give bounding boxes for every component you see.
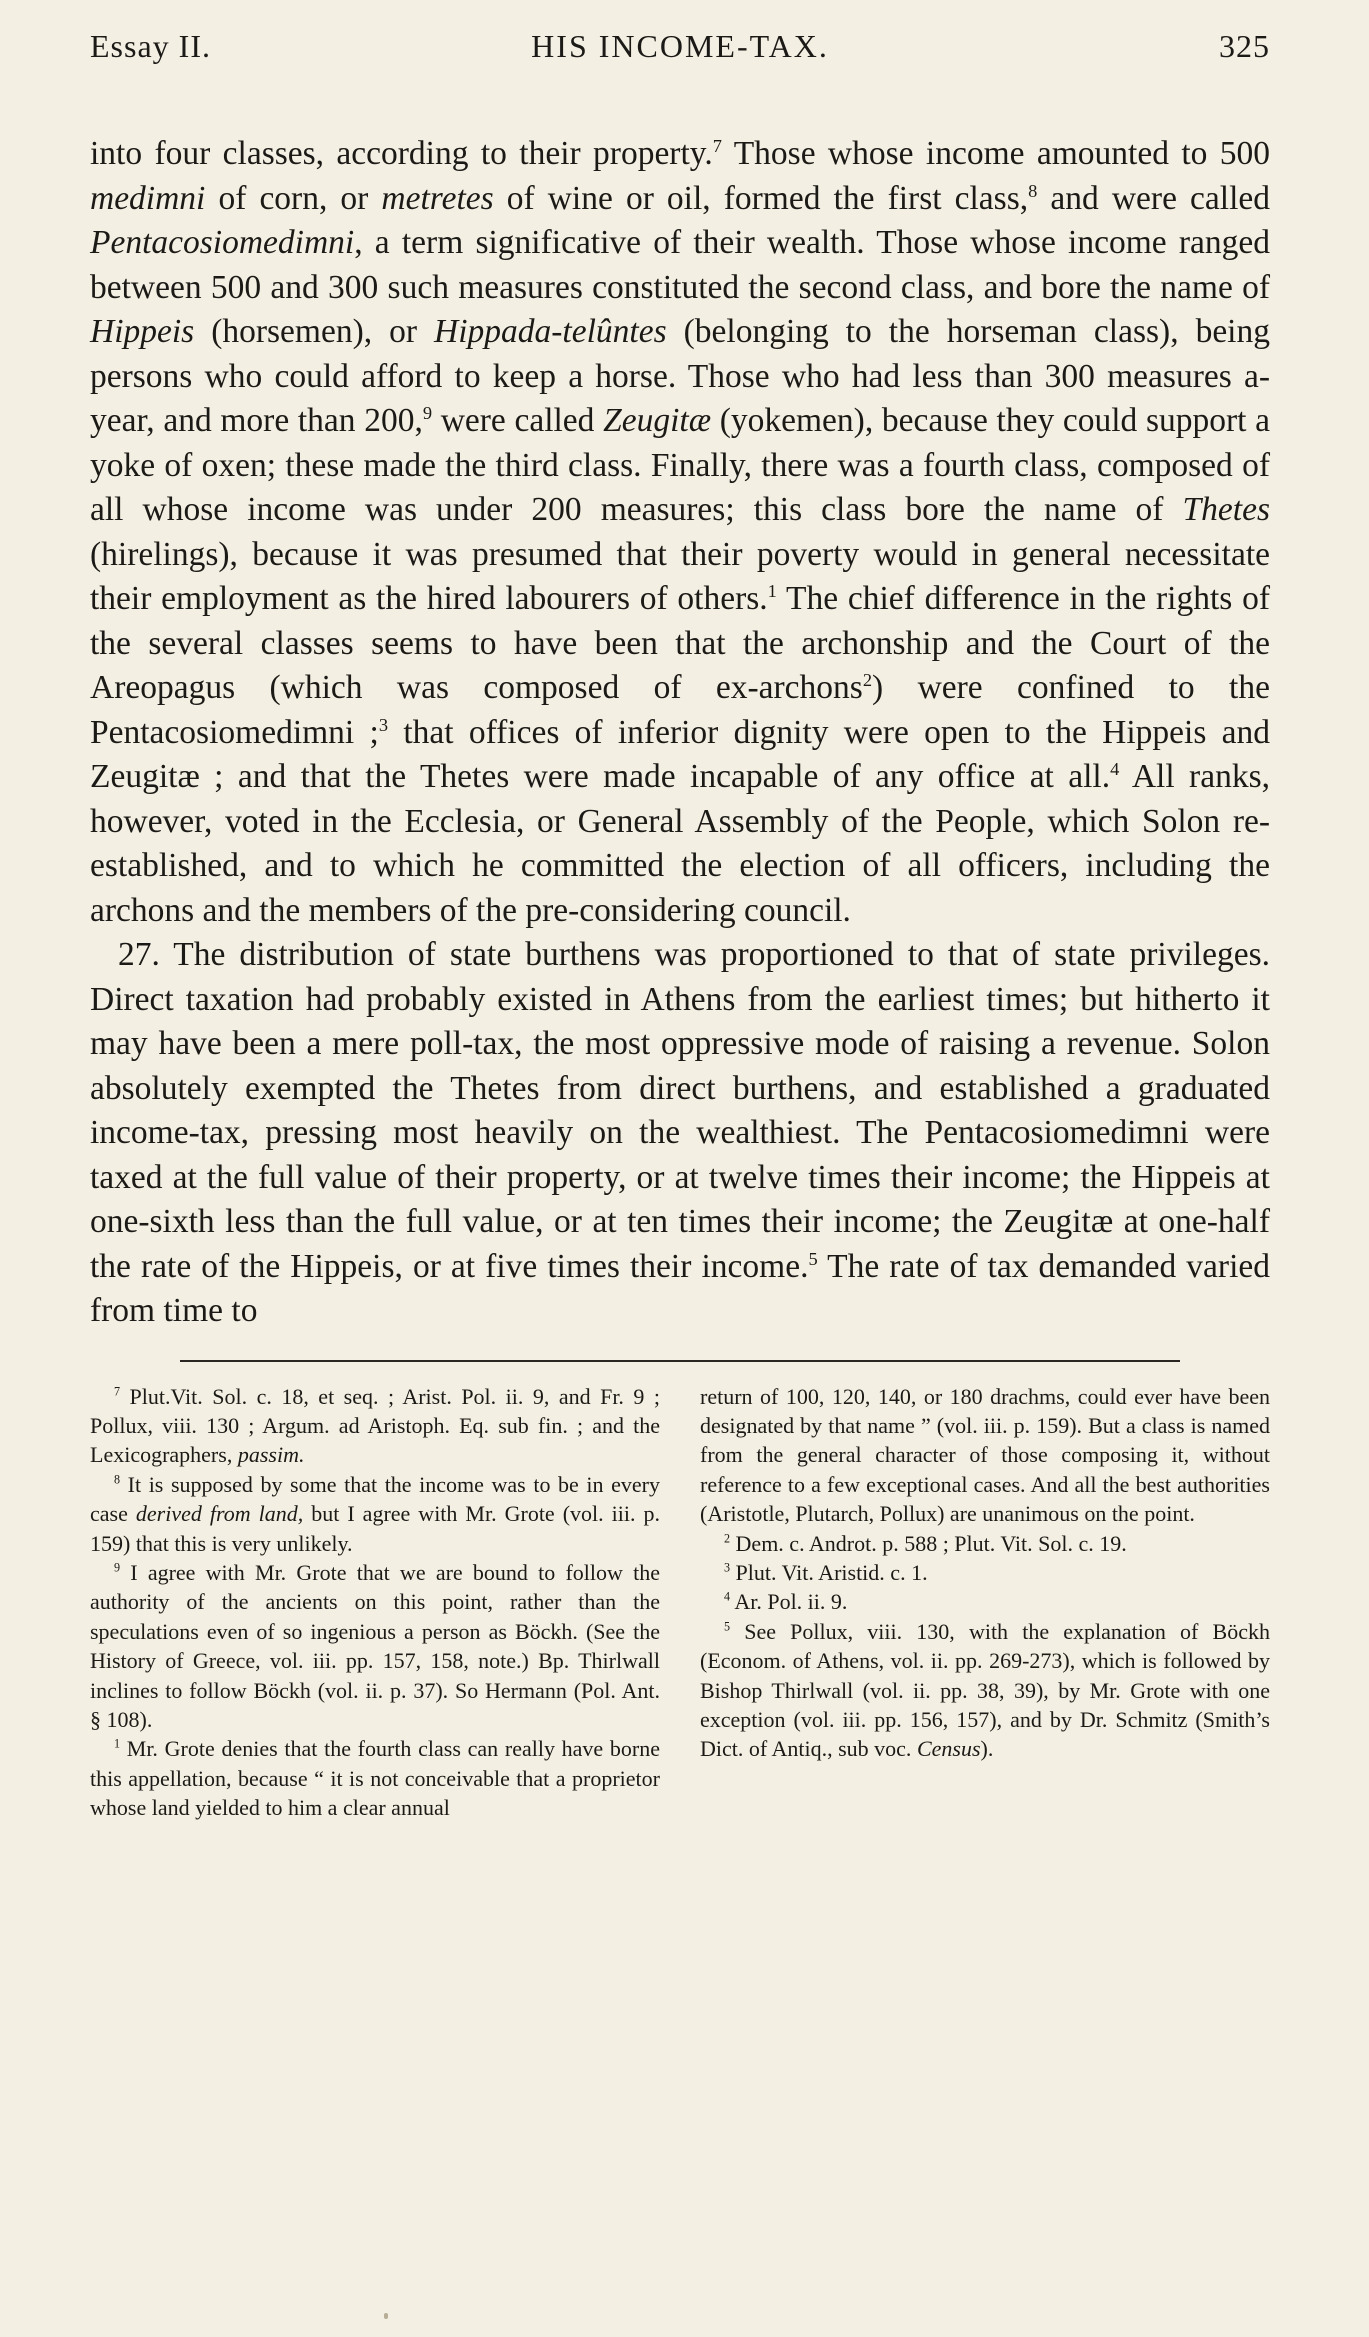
footnote: [700, 1587, 1270, 1616]
footnote-rule: [180, 1360, 1180, 1362]
footnote-marker: 2: [724, 1531, 731, 1546]
footnote-marker: 7: [114, 1384, 121, 1399]
text-run: Those whose income amounted to 500: [721, 135, 1271, 172]
footnote: [700, 1558, 1270, 1587]
paragraph: [90, 933, 1270, 1334]
footnote-marker: 4: [1110, 758, 1120, 779]
text-run: The chief difference in the rights of the several classes seems to have been that the archonship and the Court of the Areopagus (which was composed of ex-archons: [90, 580, 1270, 706]
footnote: [90, 1558, 660, 1734]
italic-term: Census: [916, 1736, 981, 1762]
text-run: (yokemen), because they could support a yoke of oxen; these made the third class. Finally, there was a fourth class, composed of all whose income was under 200 measures; this class bore the name of: [90, 402, 1271, 528]
essay-label: Essay II.: [90, 28, 211, 64]
text-run: (horsemen), or: [194, 313, 435, 350]
text-run: of corn, or: [205, 179, 382, 217]
footnotes-right-column: [700, 1382, 1270, 1823]
footnotes-left-column: [90, 1382, 660, 1823]
text-run: Plut. Vit. Aristid. c. 1.: [730, 1559, 928, 1585]
main-text: [90, 132, 1270, 1334]
italic-term: Pentacosiomedimni: [90, 224, 355, 261]
text-run: It is supposed by some that the income was to be in every case: [90, 1471, 660, 1527]
text-run: I agree with Mr. Grote that we are bound to follow the authority of the ancients on this point, rather than the speculations even of so ingenious a person as Böckh. (See the History of Greece, vol. iii. pp. 157, 158, note.) Bp. Thirlwall inclines to follow Böckh (vol. ii. p. 37). So Hermann (Pol. Ant. § 108).: [90, 1559, 660, 1732]
text-run: that offices of inferior dignity were open to the Hippeis and Zeugitæ ; and that the Thetes were made incapable of any office at all.: [90, 713, 1271, 795]
text-run: were called: [432, 402, 604, 439]
text-run: Mr. Grote denies that the fourth class can really have borne this appellation, because “ it is not conceivable that a proprietor whose land yielded to him a clear annual: [90, 1736, 660, 1821]
text-run: ) were confined to the Pentacosiomedimni ;: [90, 669, 1270, 751]
text-run: Ar. Pol. ii. 9.: [730, 1589, 848, 1615]
text-run: Plut.Vit. Sol. c. 18, et seq. ; Arist. Pol. ii. 9, and Fr. 9 ; Pollux, viii. 130 ; Argum. ad Aristoph. Eq. sub fin. ; and the Lexicographers,: [90, 1383, 660, 1468]
italic-term: metretes: [381, 179, 494, 217]
text-run: ).: [980, 1736, 994, 1762]
footnote: [700, 1529, 1270, 1558]
text-run: The rate of tax demanded varied from time to: [90, 1247, 1271, 1329]
paragraph: [90, 132, 1270, 933]
text-run: Dem. c. Androt. p. 588 ; Plut. Vit. Sol. c. 19.: [730, 1530, 1127, 1556]
footnote: [90, 1382, 660, 1470]
italic-term: Zeugitæ: [603, 402, 712, 439]
text-run: and were called: [1037, 179, 1270, 217]
italic-term: Hippada-telûntes: [434, 313, 667, 350]
italic-term: Hippeis: [90, 313, 195, 350]
italic-term: medimni: [90, 179, 206, 217]
italic-term: derived from land,: [135, 1501, 304, 1527]
footnote-marker: 1: [767, 580, 777, 601]
italic-term: Thetes: [1182, 491, 1270, 528]
italic-term: passim.: [237, 1442, 305, 1468]
footnote-marker: 5: [808, 1248, 818, 1269]
footnote-marker: 1: [114, 1737, 121, 1752]
text-run: (hirelings), because it was presumed that their poverty would in general necessitate their employment as the hired labourers of others.: [90, 535, 1270, 617]
text-run: See Pollux, viii. 130, with the explanation of Böckh (Econom. of Athens, vol. ii. pp. 269-273), which is followed by Bishop Thirlwall (vol. ii. pp. 38, 39), by Mr. Grote with one exception (vol. iii. pp. 156, 157), and by Dr. Schmitz (Smith’s Dict. of Antiq., sub voc.: [700, 1618, 1270, 1762]
footnote-marker: 9: [422, 402, 433, 423]
text-run: but I agree with Mr. Grote (vol. iii. p. 159) that this is very unlikely.: [90, 1501, 660, 1556]
page-number: 325: [1219, 28, 1270, 64]
text-run: of wine or oil, formed the first class,: [493, 179, 1029, 217]
text-run: into four classes, according to their property.: [90, 135, 713, 172]
text-run: (belonging to the horseman class), being persons who could afford to keep a horse. Those who had less than 300 measures a-year, and more than 200,: [90, 313, 1270, 439]
paper-speck: [384, 2313, 388, 2319]
footnote-marker: 2: [862, 669, 873, 690]
running-title: HIS INCOME-TAX.: [531, 28, 829, 64]
book-page: [90, 28, 1270, 1823]
footnote: [90, 1734, 660, 1822]
text-run: 27. The distribution of state burthens was proportioned to that of state privileges. Direct taxation had probably existed in Athens from the earliest times; but hitherto it may have been a mere poll-tax, the most oppressive mode of raising a revenue. Solon absolutely exempted the Thetes from direct burthens, and established a graduated income-tax, pressing most heavily on the wealthiest. The Pentacosiomedimni were taxed at the full value of their property, or at twelve times their income; the Hippeis at one-sixth less than the full value, or at ten times their income; the Zeugitæ at one-half the rate of the Hippeis, or at five times their income.: [90, 936, 1270, 1285]
running-head: [90, 28, 1270, 80]
footnote-marker: 8: [114, 1472, 121, 1487]
footnote-marker: 3: [724, 1560, 731, 1575]
footnote-marker: 7: [712, 135, 722, 156]
text-run: return of 100, 120, 140, or 180 drachms, could ever have been designated by that name ” (vol. iii. p. 159). But a class is named from the general character of those composing it, without reference to a few exceptional cases. And all the best authorities (Aristotle, Plutarch, Pollux) are unanimous on the point.: [700, 1383, 1270, 1527]
text-run: All ranks, however, voted in the Ecclesia, or General Assembly of the People, which Solon re-established, and to which he committed the election of all officers, including the archons and the members of the pre-considering council.: [90, 758, 1270, 929]
footnotes: [90, 1382, 1270, 1823]
text-run: , a term significative of their wealth. Those whose income ranged between 500 and 300 such measures constituted the second class, and bore the name of: [90, 224, 1270, 306]
footnote: [90, 1470, 660, 1558]
footnote-marker: 3: [378, 714, 389, 735]
footnote-marker: 9: [114, 1560, 121, 1575]
footnote-marker: 4: [724, 1590, 731, 1605]
footnote-marker: 5: [724, 1619, 731, 1634]
footnote: [700, 1617, 1270, 1764]
footnote: [700, 1382, 1270, 1529]
footnote-marker: 8: [1028, 180, 1038, 201]
